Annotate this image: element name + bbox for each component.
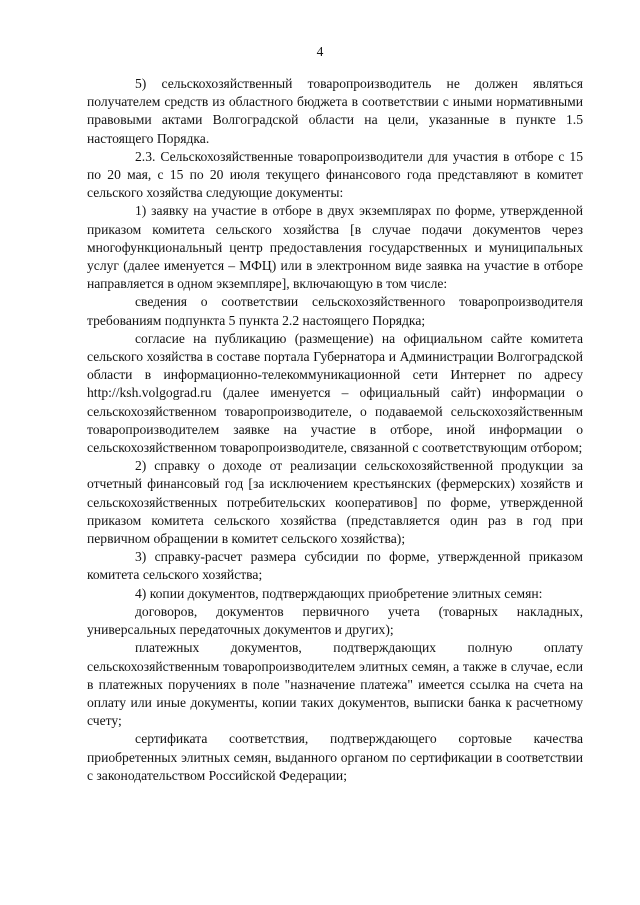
paragraph: 1) заявку на участие в отборе в двух экземплярах по форме, утвержденной приказом комитета сельского хозяйства [в случае подачи документов через многофункциональный центр предоставления государственных и муниципальных услуг (далее именуется – МФЦ) или в электронном виде заявка на участие в отборе направляется в одном экземпляре], включающую в том числе:	[87, 203, 583, 292]
paragraph: 4) копии документов, подтверждающих приобретение элитных семян:	[135, 585, 543, 601]
paragraph: 2.3. Сельскохозяйственные товаропроизводители для участия в отборе с 15 по 20 мая, с 15 по 20 июля текущего финансового года представляют в комитет сельского хозяйства следующие документы:	[87, 148, 583, 201]
paragraph: сведения о соответствии сельскохозяйственного товаропроизводителя требованиям подпункта 5 пункта 2.2 настоящего Порядка;	[87, 294, 583, 328]
paragraph: договоров, документов первичного учета (товарных накладных, универсальных передаточных документов и других);	[87, 603, 583, 638]
page-number: 4	[316, 44, 324, 59]
paragraph: 2) справку о доходе от реализации сельскохозяйственной продукции за отчетный финансовый год [за исключением крестьянских (фермерских) хозяйств и сельскохозяйственных потребительских кооперативов] по форме, утвержденной приказом комитета сельского хозяйства (представляется один раз в год при первичном обращении в комитет сельского хозяйства);	[87, 458, 583, 547]
paragraph: 5) сельскохозяйственный товаропроизводитель не должен являться получателем средств из областного бюджета в соответствии с иными нормативными правовыми актами Волгоградской области на цели, указанные в пункте 1.5 настоящего Порядка.	[87, 76, 583, 146]
paragraph: согласие на публикацию (размещение) на официальном сайте комитета сельского хозяйства в составе портала Губернатора и Администрации Волгоградской области в информационно-телекоммуникационной сети Интернет по адресу http://ksh.volgograd.ru (далее именуется – официальный сайт) информации о сельскохозяйственном товаропроизводителе, о подаваемой сельскохозяйственным товаропроизводителем заявке на участие в отборе, иной информации о сельскохозяйственном товаропроизводителе, связанной с соответствующим отбором;	[87, 330, 583, 456]
paragraph: сертификата соответствия, подтверждающего сортовые качества приобретенных элитных семян, выданного органом по сертификации в соответствии с законодательством Российской Федерации;	[87, 731, 583, 783]
document-body	[87, 75, 583, 785]
paragraph: платежных документов, подтверждающих полную оплату сельскохозяйственным товаропроизводителем элитных семян, а также в случае, если в платежных поручениях в поле "назначение платежа" имеется ссылка на счета на оплату или иные документы, копии таких документов, выписки банка к расчетному счету;	[87, 640, 583, 729]
paragraph: 3) справку-расчет размера субсидии по форме, утвержденной приказом комитета сельского хозяйства;	[87, 549, 583, 583]
